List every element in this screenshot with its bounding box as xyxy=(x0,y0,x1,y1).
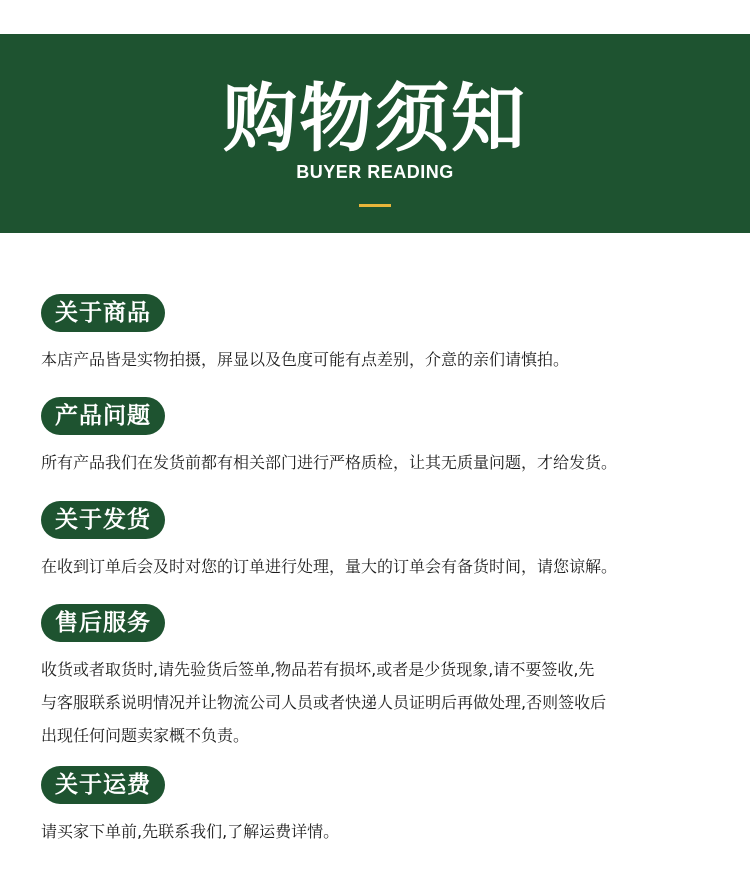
page-subtitle: BUYER READING xyxy=(296,162,454,182)
section-after-sales xyxy=(41,604,711,752)
accent-divider xyxy=(359,204,391,207)
section-heading-product-issues: 产品问题 xyxy=(41,397,165,435)
section-text-line: 本店产品皆是实物拍摄，屏显以及色度可能有点差别，介意的亲们请慎拍。 xyxy=(41,350,570,369)
section-about-shipping xyxy=(41,501,711,583)
section-text-line: 出现任何问题卖家概不负责。 xyxy=(41,726,250,745)
section-heading-after-sales: 售后服务 xyxy=(41,604,165,642)
section-text-line: 在收到订单后会及时对您的订单进行处理，量大的订单会有备货时间，请您谅解。 xyxy=(41,557,618,576)
section-heading-about-shipping: 关于发货 xyxy=(41,501,165,539)
section-heading-about-products: 关于商品 xyxy=(41,294,165,332)
header-banner xyxy=(0,34,750,233)
section-about-products xyxy=(41,294,711,376)
section-heading-about-shipping-fees: 关于运费 xyxy=(41,766,165,804)
section-about-shipping-fees xyxy=(41,766,711,848)
page-title: 购物须知 xyxy=(223,76,527,162)
section-text-line: 收货或者取货时,请先验货后签单,物品若有损坏,或者是少货现象,请不要签收,先 xyxy=(41,660,595,679)
section-product-issues xyxy=(41,397,711,479)
section-text-line: 所有产品我们在发货前都有相关部门进行严格质检，让其无质量问题，才给发货。 xyxy=(41,453,618,472)
section-text-line: 请买家下单前,先联系我们,了解运费详情。 xyxy=(41,822,340,841)
section-text-line: 与客服联系说明情况并让物流公司人员或者快递人员证明后再做处理,否则签收后 xyxy=(41,693,607,712)
